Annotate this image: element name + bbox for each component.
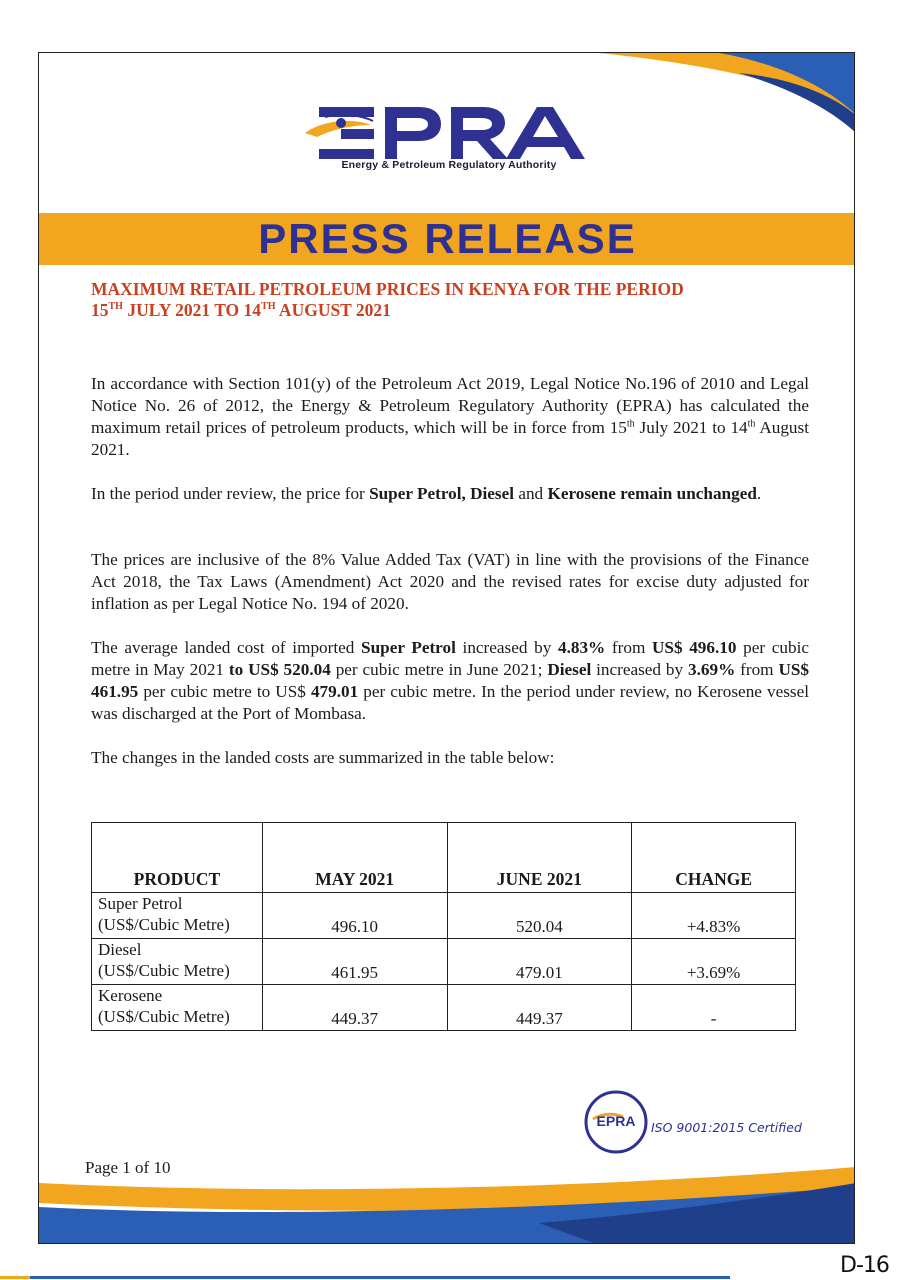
page-number: Page 1 of 10 [85, 1158, 171, 1177]
paragraph-prices-unchanged: In the period under review, the price for Super Petrol, Diesel and Kerosene remain unchanged. [91, 484, 762, 503]
change-value-cell: +3.69% [632, 939, 796, 985]
paragraph-legal-basis: In accordance with Section 101(y) of the Petroleum Act 2019, Legal Notice No.196 of 2010 and Legal Notice No. 26 of 2012, the Energy & Petroleum Regulatory Authority (EPRA) has calculated the maximum retail prices of petroleum products, which will be in force from 15th July 2021 to 14th August 2021. [91, 374, 809, 459]
product-cell: Super Petrol (US$/Cubic Metre) [92, 893, 263, 939]
heading-line-2: 15TH JULY 2021 TO 14TH AUGUST 2021 [91, 300, 391, 320]
iso-certification-badge [583, 1089, 649, 1155]
may-value-cell: 461.95 [262, 939, 447, 985]
june-value-cell: 520.04 [447, 893, 632, 939]
iso-certified-label: ISO 9001:2015 Certified [651, 1120, 802, 1135]
june-value-cell: 479.01 [447, 939, 632, 985]
header-product: PRODUCT [92, 823, 263, 893]
header-change: CHANGE [632, 823, 796, 893]
document-heading [91, 279, 791, 321]
handwritten-mark: D-16 [840, 1253, 889, 1278]
landed-cost-table [91, 822, 796, 1031]
header-may-2021: MAY 2021 [262, 823, 447, 893]
product-cell: Diesel (US$/Cubic Metre) [92, 939, 263, 985]
change-value-cell: +4.83% [632, 893, 796, 939]
bottom-strip-blue [30, 1276, 730, 1279]
change-value-cell: - [632, 985, 796, 1031]
table-header-row [92, 823, 796, 893]
paragraph-table-intro: The changes in the landed costs are summarized in the table below: [91, 748, 555, 767]
may-value-cell: 449.37 [262, 985, 447, 1031]
header-june-2021: JUNE 2021 [447, 823, 632, 893]
table-row [92, 985, 796, 1031]
june-value-cell: 449.37 [447, 985, 632, 1031]
page-bottom-strip [0, 1275, 905, 1280]
bottom-swoosh-decoration [39, 1153, 855, 1244]
banner-title: PRESS RELEASE [258, 215, 637, 262]
logo-subtitle: Energy & Petroleum Regulatory Authority [341, 159, 557, 171]
may-value-cell: 496.10 [262, 893, 447, 939]
iso-badge-text: EPRA [596, 1113, 636, 1129]
paragraph-landed-cost: The average landed cost of imported Super Petrol increased by 4.83% from US$ 496.10 per cubic metre in May 2021 to US$ 520.04 per cubic metre in June 2021; Diesel increased by 3.69% from US$ 461.95 per cubic metre to US$ 479.01 per cubic metre. In the period under review, no Kerosene vessel was discharged at the Port of Mombasa. [91, 638, 810, 723]
paragraph-vat: The prices are inclusive of the 8% Value Added Tax (VAT) in line with the provisions of the Finance Act 2018, the Tax Laws (Amendment) Act 2020 and the revised rates for excise duty adjusted for inflation as per Legal Notice No. 194 of 2020. [91, 550, 809, 613]
product-cell: Kerosene (US$/Cubic Metre) [92, 985, 263, 1031]
table-row [92, 893, 796, 939]
heading-line-1: MAXIMUM RETAIL PETROLEUM PRICES IN KENYA FOR THE PERIOD [91, 279, 684, 299]
document-page [38, 52, 855, 1244]
table-row [92, 939, 796, 985]
